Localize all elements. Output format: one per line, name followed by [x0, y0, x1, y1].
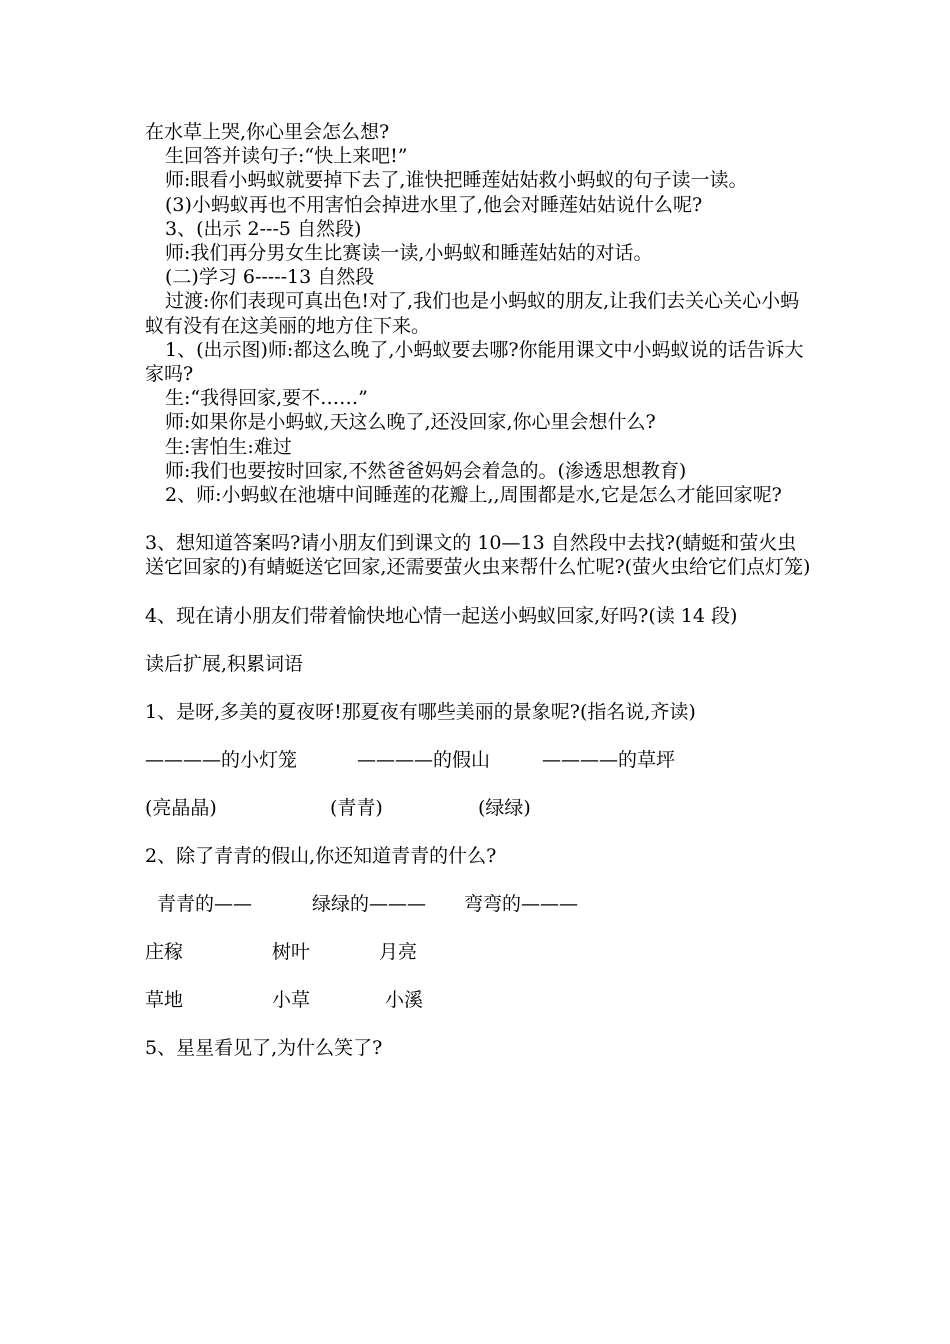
answer-item: (绿绿)	[478, 797, 531, 820]
text-line: 在水草上哭,你心里会怎么想?	[145, 121, 390, 143]
blank-item: ————的假山	[357, 749, 491, 772]
section-heading: 读后扩展,积累词语	[145, 652, 304, 675]
text-line: 生:“我得回家,要不……”	[165, 387, 368, 410]
text-line: (二)学习 6-----13 自然段	[165, 266, 375, 289]
text-line: 生回答并读句子:“快上来吧!”	[165, 145, 408, 168]
blank-item: ————的草坪	[542, 749, 676, 772]
word-item: 月亮	[379, 941, 418, 964]
text-line: 2、师:小蚂蚁在池塘中间睡莲的花瓣上,,周围都是水,它是怎么才能回家呢?	[165, 484, 782, 507]
paragraph-3: 3、想知道答案吗?请小朋友们到课文的 10—13 自然段中去找?(蜻蜓和萤火虫送它回家的)有蜻蜓送它回家,还需要萤火虫来帮什么忙呢?(萤火虫给它们点灯笼)	[145, 532, 811, 579]
blank-row-2	[145, 892, 815, 916]
paragraph-2: 2、除了青青的假山,你还知道青青的什么?	[145, 845, 497, 868]
word-item: 小草	[272, 989, 311, 1012]
word-item: 小溪	[385, 989, 424, 1012]
blank-item: ————的小灯笼	[145, 749, 298, 772]
text-line: 3、(出示 2---5 自然段)	[165, 217, 362, 240]
answer-item: (青青)	[330, 797, 383, 820]
blank-row	[145, 748, 815, 772]
text-line: 师:我们再分男女生比赛读一读,小蚂蚁和睡莲姑姑的对话。	[165, 242, 653, 265]
answer-item: (亮晶晶)	[145, 797, 217, 820]
text-line: 师:如果你是小蚂蚁,天这么晚了,还没回家,你心里会想什么?	[165, 411, 656, 434]
text-line: 师:眼看小蚂蚁就要掉下去了,谁快把睡莲姑姑救小蚂蚁的句子读一读。	[165, 169, 748, 192]
text-line: 师:我们也要按时回家,不然爸爸妈妈会着急的。(渗透思想教育)	[165, 459, 687, 482]
word-item: 庄稼	[145, 941, 184, 964]
text-line: (3)小蚂蚁再也不用害怕会掉进水里了,他会对睡莲姑姑说什么呢?	[165, 193, 703, 216]
word-item: 草地	[145, 989, 184, 1012]
blank-item: 弯弯的———	[464, 893, 579, 916]
word-item: 树叶	[272, 941, 311, 964]
answer-row	[145, 796, 815, 820]
text-line: 生:害怕生:难过	[165, 435, 292, 458]
blank-item: 青青的——	[157, 893, 253, 916]
word-row-1	[145, 940, 815, 964]
document-page	[145, 120, 815, 1061]
text-line: 1、(出示图)师:都这么晚了,小蚂蚁要去哪?你能用课文中小蚂蚁说的话告诉大家吗?	[145, 338, 804, 386]
text-line: 过渡:你们表现可真出色!对了,我们也是小蚂蚁的朋友,让我们去关心关心小蚂蚁有没有在这美丽的地方住下来。	[145, 290, 800, 337]
paragraph-5: 5、星星看见了,为什么笑了?	[145, 1037, 383, 1060]
blank-item: 绿绿的———	[312, 893, 427, 916]
word-row-2	[145, 988, 815, 1012]
paragraph-1: 1、是呀,多美的夏夜呀!那夏夜有哪些美丽的景象呢?(指名说,齐读)	[145, 701, 696, 724]
paragraph-4: 4、现在请小朋友们带着愉快地心情一起送小蚂蚁回家,好吗?(读 14 段)	[145, 604, 738, 627]
